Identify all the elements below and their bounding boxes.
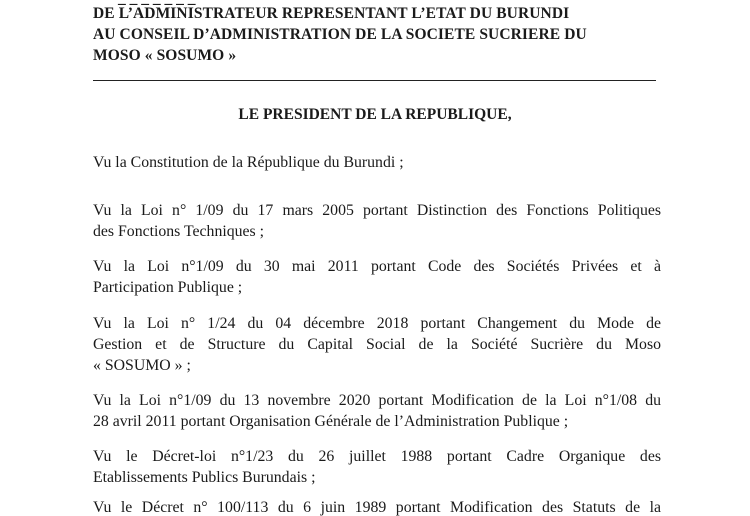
- paragraph-5-line-2: 28 avril 2011 portant Organisation Générale de l’Administration Publique ;: [93, 413, 569, 430]
- title-line-1: DE L’ADMINISTRATEUR REPRESENTANT L’ETAT DU BURUNDI: [93, 5, 570, 22]
- paragraph-1-line-1: Vu la Constitution de la République du Burundi ;: [93, 154, 404, 171]
- title-line-3: MOSO « SOSUMO »: [93, 47, 237, 64]
- paragraph-6-line-1: Vu le Décret-loi n°1/23 du 26 juillet 1988 portant Cadre Organique des: [93, 448, 661, 465]
- title-line-2: AU CONSEIL D’ADMINISTRATION DE LA SOCIETE SUCRIERE DU: [93, 26, 587, 43]
- paragraph-4-line-1: Vu la Loi n° 1/24 du 04 décembre 2018 portant Changement du Mode de: [93, 315, 661, 332]
- paragraph-3-line-2: Participation Publique ;: [93, 279, 243, 296]
- paragraph-6-line-2: Etablissements Publics Burundais ;: [93, 469, 316, 486]
- paragraph-5-line-1: Vu la Loi n°1/09 du 13 novembre 2020 portant Modification de la Loi n°1/08 du: [93, 392, 661, 409]
- paragraph-4-line-2: Gestion et de Structure du Capital Social de la Société Sucrière du Moso: [93, 336, 661, 353]
- paragraph-2-line-1: Vu la Loi n° 1/09 du 17 mars 2005 portant Distinction des Fonctions Politiques: [93, 202, 661, 219]
- page-heading: LE PRESIDENT DE LA REPUBLIQUE,: [238, 106, 512, 123]
- paragraph-2-line-2: des Fonctions Techniques ;: [93, 223, 265, 240]
- paragraph-4-line-3: « SOSUMO » ;: [93, 357, 191, 374]
- paragraph-7-line-1: Vu le Décret n° 100/113 du 6 juin 1989 portant Modification des Statuts de la: [93, 499, 661, 516]
- paragraph-3-line-1: Vu la Loi n°1/09 du 30 mai 2011 portant Code des Sociétés Privées et à: [93, 258, 661, 275]
- title-divider: [93, 80, 656, 81]
